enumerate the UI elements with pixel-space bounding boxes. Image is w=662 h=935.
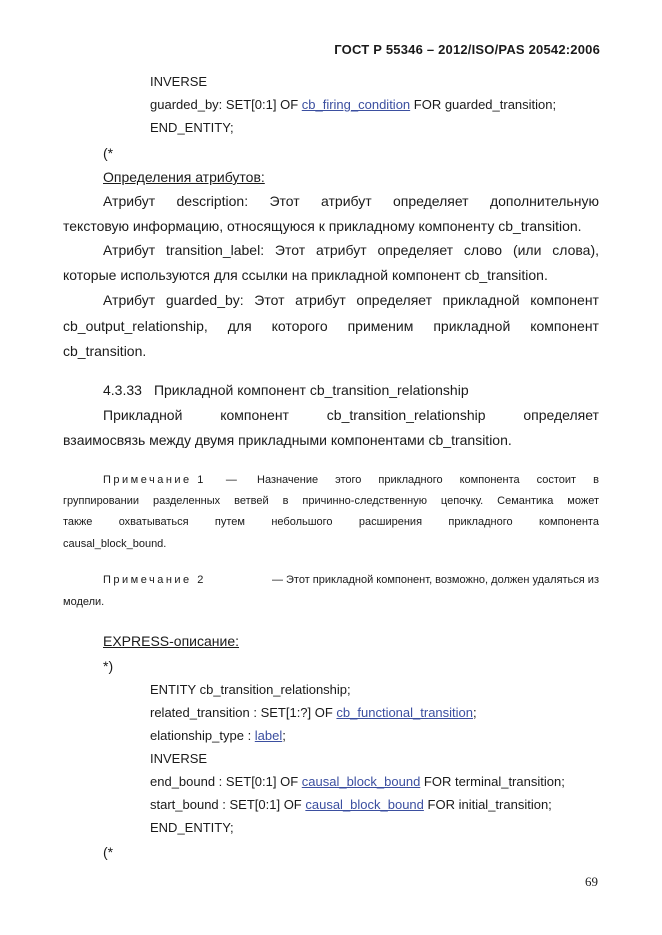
attr-description-word: дополнительную [489, 193, 599, 209]
note1-word: в [593, 474, 599, 486]
note2-label: Примечание 2 [103, 574, 206, 586]
code-related-transition: related_transition : SET[1:?] OF cb_functional_transition; [150, 705, 477, 720]
link-cb-functional-transition[interactable]: cb_functional_transition [336, 705, 474, 720]
section-para-word: cb_transition_relationship [326, 407, 486, 423]
note1-word: также [63, 516, 93, 528]
section-number: 4.3.33 [103, 382, 142, 398]
attr-description-word: description: [176, 193, 249, 209]
note1-line1 [103, 473, 599, 487]
attr-guarded-word: Этот [254, 292, 285, 308]
attr-guarded-line2 [63, 317, 599, 335]
attr-guarded-line3: cb_transition. [63, 343, 147, 359]
note1-word: прикладного [448, 516, 513, 528]
attr-label-word: Атрибут [103, 242, 156, 258]
section-para-line1 [103, 406, 599, 424]
attr-label-line2: которые используются для ссылки на прикладной компонент cb_transition. [63, 267, 548, 283]
attr-guarded-word: guarded_by: [165, 292, 244, 308]
note1-line1-text [257, 473, 599, 487]
link-causal-block-bound-2[interactable]: causal_block_bound [305, 797, 424, 812]
note1-line4: causal_block_bound. [63, 538, 167, 550]
note2-text: — Этот прикладной компонент, возможно, должен удаляться из [271, 574, 599, 586]
attributes-heading: Определения атрибутов: [103, 169, 265, 185]
note1-word: небольшого [271, 516, 333, 528]
code-inverse: INVERSE [150, 74, 208, 89]
attr-label-word: transition_label: [166, 242, 265, 258]
attr-guarded-word: для [227, 318, 252, 334]
note1-word: путем [214, 516, 245, 528]
document-header: ГОСТ Р 55346 – 2012/ISO/PAS 20542:2006 [334, 42, 600, 57]
code-end-bound: end_bound : SET[0:1] OF causal_block_bound FOR terminal_transition; [150, 774, 565, 789]
code-guarded-by: guarded_by: SET[0:1] OF cb_firing_condition FOR guarded_transition; [150, 97, 557, 112]
link-cb-firing-condition[interactable]: cb_firing_condition [301, 97, 411, 112]
attr-guarded-line1 [103, 291, 599, 309]
section-para-word: компонент [220, 407, 289, 423]
note1-line3 [63, 515, 599, 529]
attr-label-word: слово [463, 242, 503, 258]
attr-label-word: слова), [552, 242, 599, 258]
attr-label-word: атрибут [315, 242, 367, 258]
code-entity: ENTITY cb_transition_relationship; [150, 682, 351, 697]
note1-word: охватываться [118, 516, 189, 528]
note1-word: этого [335, 474, 362, 486]
attr-description-line2: текстовую информацию, относящуюся к прикладному компоненту cb_transition. [63, 218, 582, 234]
link-causal-block-bound-1[interactable]: causal_block_bound [301, 774, 421, 789]
section-para-word: определяет [523, 407, 599, 423]
attr-guarded-word: cb_output_relationship, [63, 318, 208, 334]
comment-close: *) [103, 658, 114, 674]
code-inverse-2: INVERSE [150, 751, 208, 766]
attr-description-word: определяет [392, 193, 469, 209]
attr-guarded-word: применим [347, 318, 414, 334]
page-number: 69 [585, 874, 598, 889]
comment-open: (* [103, 145, 114, 161]
section-para-line2: взаимосвязь между двумя прикладными компонентами cb_transition. [63, 432, 512, 448]
note1-word: Назначение [257, 474, 319, 486]
attr-label-word: Этот [274, 242, 306, 258]
code-relationship-type: elationship_type : label; [150, 728, 286, 743]
attr-description-word: атрибут [321, 193, 372, 209]
attr-guarded-word: компонент [530, 318, 599, 334]
attr-guarded-word: компонент [530, 292, 599, 308]
attr-guarded-word: определяет [356, 292, 433, 308]
note1-word: прикладного [378, 474, 443, 486]
code-start-bound: start_bound : SET[0:1] OF causal_block_bound FOR initial_transition; [150, 797, 552, 812]
note1-word: компонента [459, 474, 520, 486]
note1-word: расширения [358, 516, 423, 528]
section-para-word: Прикладной [103, 407, 183, 423]
attr-description-line1 [103, 192, 599, 210]
attr-guarded-word: Атрибут [103, 292, 156, 308]
attr-guarded-word: которого [271, 318, 328, 334]
note1-word: состоит [536, 474, 577, 486]
code-end-entity-2: END_ENTITY; [150, 820, 234, 835]
attr-guarded-word: атрибут [295, 292, 346, 308]
section-title [103, 381, 469, 399]
express-heading: EXPRESS-описание: [103, 633, 240, 649]
note1-dash: — [225, 474, 237, 486]
note2-line2: модели. [63, 596, 105, 608]
note1-word: компонента [538, 516, 599, 528]
section-name: Прикладной компонент cb_transition_relationship [153, 382, 469, 398]
attr-description-word: Атрибут [103, 193, 156, 209]
attr-label-word: (или [512, 242, 542, 258]
comment-open-2: (* [103, 844, 114, 860]
link-label[interactable]: label [254, 728, 283, 743]
code-end-entity: END_ENTITY; [150, 120, 234, 135]
attr-label-line1 [103, 241, 599, 259]
attr-guarded-word: прикладной [433, 318, 511, 334]
attr-guarded-word: прикладной [442, 292, 520, 308]
note2-line1 [103, 573, 599, 587]
attr-description-word: Этот [269, 193, 300, 209]
attr-label-word: определяет [377, 242, 454, 258]
note1-line2: группировании разделенных ветвей в причинно-следственную цепочку. Семантика может [63, 495, 599, 507]
note1-label: Примечание 1 [103, 474, 206, 486]
